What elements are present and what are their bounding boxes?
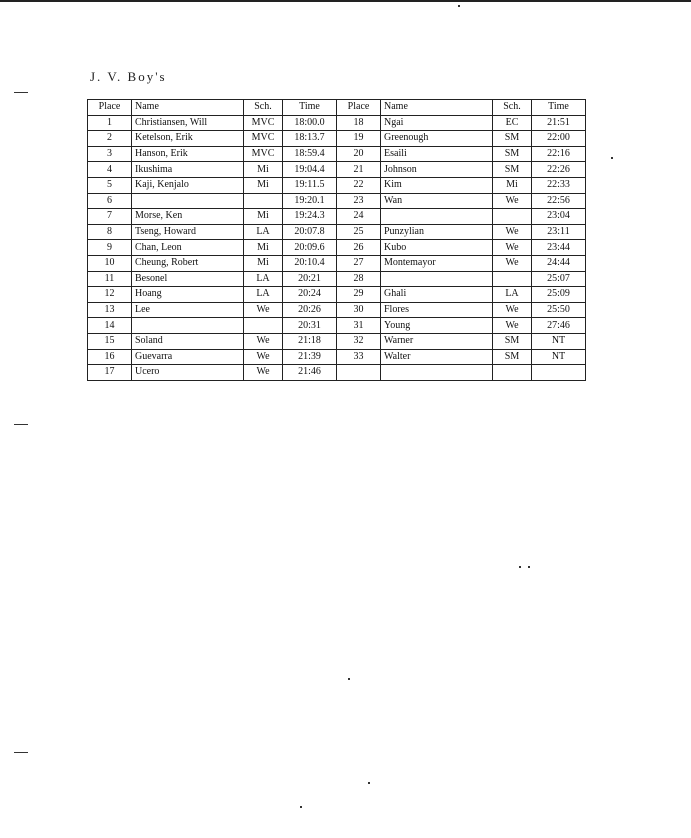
cell-sch-right: We: [493, 302, 532, 318]
cell-place-right: 31: [337, 318, 381, 334]
cell-time-left: 20:21: [283, 271, 337, 287]
cell-sch-right: Mi: [493, 177, 532, 193]
table-row: [88, 209, 586, 225]
cell-time-left: 20:10.4: [283, 255, 337, 271]
cell-name-left: Tseng, Howard: [132, 224, 244, 240]
cell-place-right: 32: [337, 333, 381, 349]
table-row: [88, 240, 586, 256]
table-row: [88, 115, 586, 131]
cell-sch-right: We: [493, 318, 532, 334]
table-row: [88, 146, 586, 162]
cell-time-left: 20:24: [283, 287, 337, 303]
cell-time-right: 22:33: [532, 177, 586, 193]
cell-sch-left: Mi: [244, 255, 283, 271]
cell-sch-right: EC: [493, 115, 532, 131]
cell-place-left: 8: [88, 224, 132, 240]
cell-place-right: 24: [337, 209, 381, 225]
cell-place-left: 17: [88, 365, 132, 381]
cell-sch-left: [244, 193, 283, 209]
header-place-right: Place: [337, 100, 381, 116]
header-name-right: Name: [381, 100, 493, 116]
cell-sch-left: [244, 318, 283, 334]
cell-name-right: Ngai: [381, 115, 493, 131]
cell-time-left: 21:39: [283, 349, 337, 365]
table-row: [88, 224, 586, 240]
cell-name-left: Ikushima: [132, 162, 244, 178]
cell-name-right: Ghali: [381, 287, 493, 303]
cell-time-left: 21:18: [283, 333, 337, 349]
cell-place-left: 5: [88, 177, 132, 193]
cell-place-left: 16: [88, 349, 132, 365]
cell-place-left: 13: [88, 302, 132, 318]
cell-sch-left: Mi: [244, 162, 283, 178]
cell-time-left: 18:00.0: [283, 115, 337, 131]
cell-time-right: 25:09: [532, 287, 586, 303]
cell-sch-left: MVC: [244, 131, 283, 147]
cell-time-left: 20:07.8: [283, 224, 337, 240]
cell-name-left: Besonel: [132, 271, 244, 287]
cell-sch-right: SM: [493, 146, 532, 162]
cell-sch-right: [493, 365, 532, 381]
table-row: [88, 177, 586, 193]
cell-place-right: 21: [337, 162, 381, 178]
cell-place-left: 9: [88, 240, 132, 256]
cell-name-right: Montemayor: [381, 255, 493, 271]
table-row: [88, 287, 586, 303]
cell-sch-right: SM: [493, 349, 532, 365]
cell-name-left: Hoang: [132, 287, 244, 303]
cell-place-right: 25: [337, 224, 381, 240]
header-place-left: Place: [88, 100, 132, 116]
cell-place-left: 2: [88, 131, 132, 147]
table-row: [88, 349, 586, 365]
cell-time-left: 20:31: [283, 318, 337, 334]
table-row: [88, 193, 586, 209]
cell-time-left: 20:09.6: [283, 240, 337, 256]
cell-sch-right: LA: [493, 287, 532, 303]
cell-name-right: Young: [381, 318, 493, 334]
cell-name-right: Walter: [381, 349, 493, 365]
cell-time-left: 20:26: [283, 302, 337, 318]
cell-name-right: Punzylian: [381, 224, 493, 240]
cell-place-right: 30: [337, 302, 381, 318]
cell-time-right: 27:46: [532, 318, 586, 334]
cell-sch-left: We: [244, 302, 283, 318]
top-border-line: [0, 0, 691, 2]
table-row: [88, 302, 586, 318]
table-row: [88, 318, 586, 334]
cell-place-left: 10: [88, 255, 132, 271]
cell-sch-right: SM: [493, 333, 532, 349]
table-row: [88, 333, 586, 349]
table-header-row: [88, 100, 586, 116]
cell-place-left: 6: [88, 193, 132, 209]
cell-time-right: 23:44: [532, 240, 586, 256]
cell-place-right: 22: [337, 177, 381, 193]
cell-sch-right: [493, 209, 532, 225]
cell-place-left: 7: [88, 209, 132, 225]
cell-name-left: Morse, Ken: [132, 209, 244, 225]
cell-time-right: 23:04: [532, 209, 586, 225]
cell-time-right: NT: [532, 349, 586, 365]
cell-time-left: 19:20.1: [283, 193, 337, 209]
cell-name-left: Guevarra: [132, 349, 244, 365]
cell-sch-right: SM: [493, 131, 532, 147]
cell-time-right: 22:16: [532, 146, 586, 162]
cell-name-right: Warner: [381, 333, 493, 349]
cell-sch-left: Mi: [244, 209, 283, 225]
cell-time-right: NT: [532, 333, 586, 349]
cell-sch-left: MVC: [244, 115, 283, 131]
results-table: [87, 99, 586, 381]
header-time-left: Time: [283, 100, 337, 116]
header-time-right: Time: [532, 100, 586, 116]
cell-sch-right: We: [493, 240, 532, 256]
cell-name-right: Johnson: [381, 162, 493, 178]
table-row: [88, 162, 586, 178]
cell-sch-right: We: [493, 224, 532, 240]
cell-time-left: 18:13.7: [283, 131, 337, 147]
header-name-left: Name: [132, 100, 244, 116]
cell-name-right: Kim: [381, 177, 493, 193]
cell-name-left: Kaji, Kenjalo: [132, 177, 244, 193]
cell-place-right: 29: [337, 287, 381, 303]
cell-name-left: Ucero: [132, 365, 244, 381]
cell-time-right: 21:51: [532, 115, 586, 131]
cell-name-left: Ketelson, Erik: [132, 131, 244, 147]
cell-name-left: Chan, Leon: [132, 240, 244, 256]
table-row: [88, 365, 586, 381]
table-row: [88, 271, 586, 287]
cell-time-right: 24:44: [532, 255, 586, 271]
cell-name-left: [132, 193, 244, 209]
cell-time-right: 22:00: [532, 131, 586, 147]
cell-sch-right: We: [493, 193, 532, 209]
cell-name-left: Hanson, Erik: [132, 146, 244, 162]
cell-name-left: Cheung, Robert: [132, 255, 244, 271]
cell-sch-left: LA: [244, 224, 283, 240]
cell-name-right: Greenough: [381, 131, 493, 147]
cell-place-left: 11: [88, 271, 132, 287]
cell-name-right: [381, 365, 493, 381]
cell-time-right: 22:26: [532, 162, 586, 178]
cell-name-left: [132, 318, 244, 334]
cell-time-left: 19:11.5: [283, 177, 337, 193]
cell-place-right: 26: [337, 240, 381, 256]
cell-time-right: 25:07: [532, 271, 586, 287]
cell-time-left: 19:24.3: [283, 209, 337, 225]
cell-name-right: [381, 271, 493, 287]
cell-place-right: 23: [337, 193, 381, 209]
cell-time-left: 19:04.4: [283, 162, 337, 178]
cell-time-right: 25:50: [532, 302, 586, 318]
cell-place-right: 18: [337, 115, 381, 131]
cell-sch-right: SM: [493, 162, 532, 178]
cell-place-left: 12: [88, 287, 132, 303]
cell-sch-left: We: [244, 365, 283, 381]
cell-place-left: 4: [88, 162, 132, 178]
cell-place-right: [337, 365, 381, 381]
cell-place-right: 28: [337, 271, 381, 287]
cell-sch-left: We: [244, 349, 283, 365]
cell-time-left: 21:46: [283, 365, 337, 381]
cell-place-right: 19: [337, 131, 381, 147]
cell-place-right: 20: [337, 146, 381, 162]
cell-place-left: 3: [88, 146, 132, 162]
cell-place-left: 14: [88, 318, 132, 334]
cell-sch-left: MVC: [244, 146, 283, 162]
page-title: J. V. Boy's: [90, 69, 167, 84]
cell-name-right: [381, 209, 493, 225]
cell-sch-left: Mi: [244, 240, 283, 256]
cell-name-right: Kubo: [381, 240, 493, 256]
cell-place-right: 33: [337, 349, 381, 365]
cell-place-left: 1: [88, 115, 132, 131]
cell-place-left: 15: [88, 333, 132, 349]
cell-name-left: Lee: [132, 302, 244, 318]
header-sch-right: Sch.: [493, 100, 532, 116]
cell-sch-left: LA: [244, 271, 283, 287]
cell-place-right: 27: [337, 255, 381, 271]
cell-name-right: Wan: [381, 193, 493, 209]
cell-time-right: 23:11: [532, 224, 586, 240]
cell-time-right: [532, 365, 586, 381]
cell-sch-right: [493, 271, 532, 287]
cell-sch-left: LA: [244, 287, 283, 303]
header-sch-left: Sch.: [244, 100, 283, 116]
cell-name-right: Flores: [381, 302, 493, 318]
table-row: [88, 255, 586, 271]
cell-time-left: 18:59.4: [283, 146, 337, 162]
cell-time-right: 22:56: [532, 193, 586, 209]
cell-name-left: Soland: [132, 333, 244, 349]
cell-sch-left: We: [244, 333, 283, 349]
cell-name-right: Esaili: [381, 146, 493, 162]
cell-sch-left: Mi: [244, 177, 283, 193]
cell-sch-right: We: [493, 255, 532, 271]
table-row: [88, 131, 586, 147]
cell-name-left: Christiansen, Will: [132, 115, 244, 131]
